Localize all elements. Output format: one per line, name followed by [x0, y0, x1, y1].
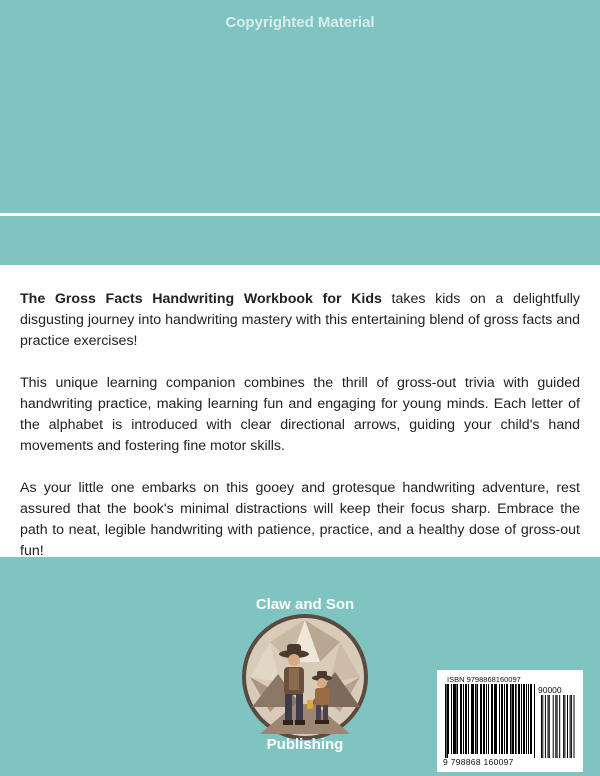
addon-bar: [570, 695, 571, 758]
blurb-paragraph-1: [20, 289, 580, 352]
barcode-bar: [454, 684, 455, 754]
barcode-bar: [471, 684, 472, 754]
barcode-bar: [484, 684, 485, 754]
barcode-bar: [453, 684, 454, 754]
barcode-bar: [473, 684, 474, 754]
barcode-bar: [502, 684, 503, 754]
barcode-bar: [519, 684, 520, 754]
addon-bar: [542, 695, 543, 758]
barcode-bar: [492, 684, 493, 754]
publisher-logo-icon: [240, 612, 370, 742]
addon-bar: [541, 695, 542, 758]
barcode-bar: [481, 684, 482, 754]
barcode-bar: [455, 684, 457, 754]
publisher-subtitle: Publishing: [266, 736, 344, 753]
blurb-paragraph-3: As your little one embarks on this gooey and grotesque handwriting adventure, rest assured that the book's minimal distractions will keep their focus sharp. Embrace the path to neat, legible handwriting with patience, practice, and a healthy dose of gross-out fun!: [20, 480, 580, 559]
barcode-bar: [515, 684, 517, 754]
addon-bar: [549, 695, 550, 758]
barcode-bar: [496, 684, 497, 754]
barcode-bar: [445, 684, 447, 758]
barcode-bar: [499, 684, 500, 754]
addon-bar: [571, 695, 572, 758]
barcode-bar: [518, 684, 519, 754]
barcode-digits: 9 798868 160097: [443, 757, 514, 767]
barcode-bar: [521, 684, 522, 754]
addon-bar: [548, 695, 549, 758]
barcode-bar: [475, 684, 477, 754]
addon-bar: [555, 695, 556, 758]
addon-bar: [567, 695, 568, 758]
barcode-bar: [506, 684, 507, 754]
barcode-bar: [531, 684, 532, 754]
addon-bar: [564, 695, 565, 758]
barcode-bar: [501, 684, 502, 754]
addon-bar: [563, 695, 564, 758]
barcode-bar: [494, 684, 495, 754]
addon-bar: [574, 695, 575, 758]
barcode-bar: [526, 684, 527, 754]
barcode-bar: [528, 684, 529, 754]
addon-bar: [557, 695, 558, 758]
barcode-bar: [457, 684, 458, 754]
copyright-watermark: Copyrighted Material: [225, 14, 375, 31]
barcode-bar: [447, 684, 448, 758]
isbn-label: ISBN 9798868160097: [447, 675, 521, 684]
barcode-bar: [512, 684, 513, 754]
barcode-bar: [472, 684, 473, 754]
blurb-paragraph-1-text: takes kids on a delightfully disgusting journey into handwriting mastery with this entertaining blend of gross facts and practice exercises!: [20, 291, 580, 349]
addon-bar: [559, 695, 560, 758]
book-title: The Gross Facts Handwriting Workbook for Kids: [20, 291, 382, 307]
barcode-bar: [477, 684, 478, 754]
barcode-bar: [451, 684, 452, 754]
divider-line: [0, 213, 600, 216]
back-cover-blurb: [0, 265, 600, 557]
addon-bar: [545, 695, 546, 758]
barcode-bar: [448, 684, 449, 754]
barcode-bar: [466, 684, 467, 754]
barcode-bar: [486, 684, 487, 754]
barcode-bar: [524, 684, 525, 754]
blurb-paragraph-2: This unique learning companion combines the thrill of gross-out trivia with guided handwriting practice, making learning fun and engaging for young minds. Each letter of the alphabet is introduced with clear directional arrows, guiding your child's hand movements and fostering fine motor skills.: [20, 375, 580, 454]
barcode-bar: [504, 684, 505, 754]
barcode-bar: [468, 684, 469, 754]
barcode-bar: [507, 684, 508, 754]
barcode-bar: [461, 684, 462, 754]
barcode-bar: [463, 684, 464, 754]
barcode-bar: [491, 684, 492, 754]
isbn-barcode: [437, 670, 583, 772]
barcode-bar: [483, 684, 484, 754]
addon-bar: [553, 695, 554, 758]
price-code: 90000: [538, 685, 562, 695]
barcode-bar: [488, 684, 489, 754]
barcode-bar: [510, 684, 512, 754]
barcode-bar: [523, 684, 524, 754]
barcode-bar: [534, 684, 535, 758]
barcode-bar: [513, 684, 514, 754]
publisher-name: Claw and Son: [255, 596, 355, 613]
